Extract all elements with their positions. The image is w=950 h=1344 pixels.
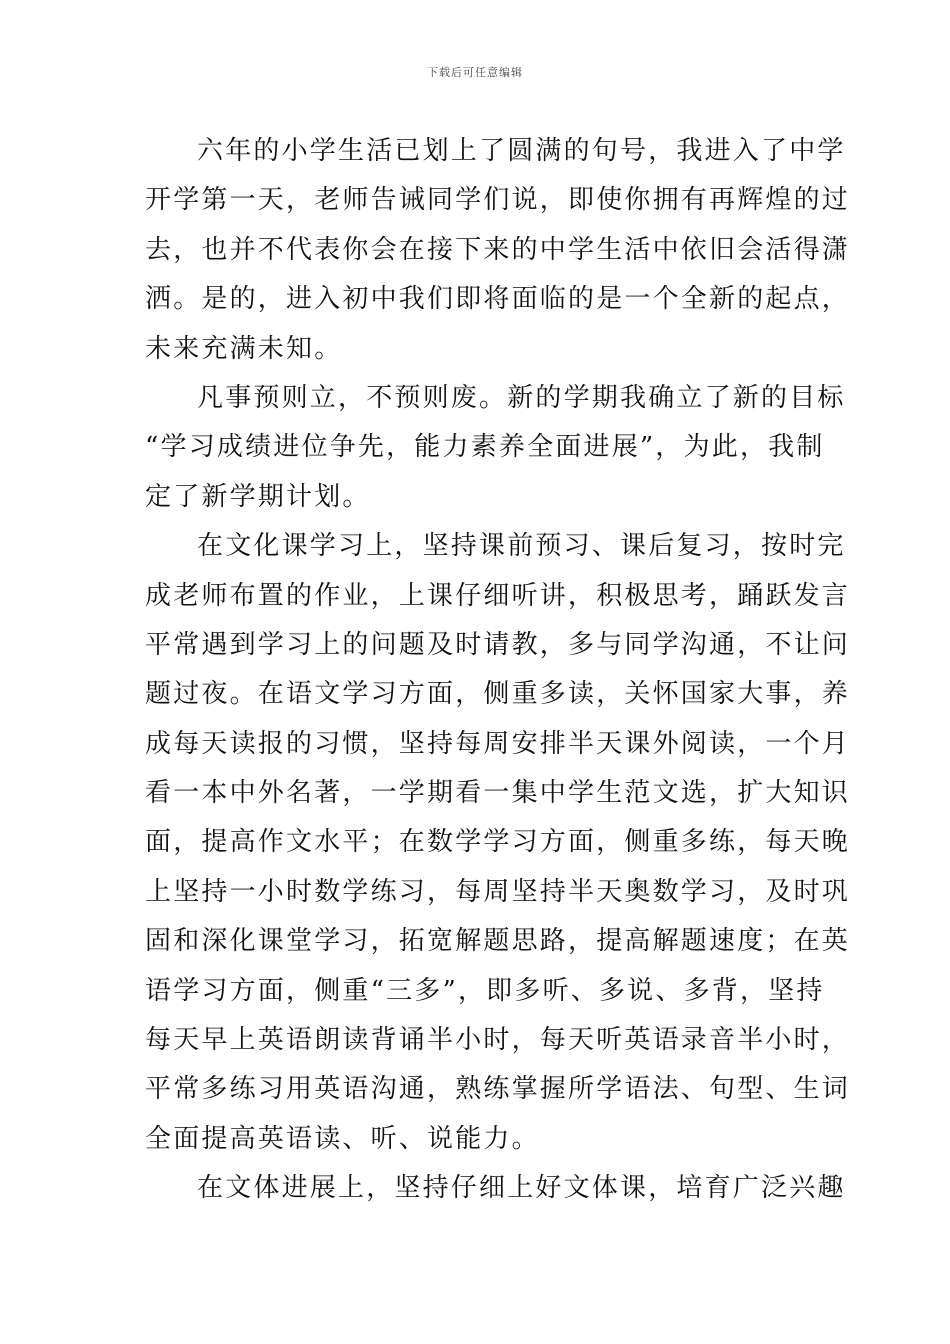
header-note: 下载后可任意编辑: [427, 66, 523, 79]
text-line: 定了新学期计划。: [145, 481, 371, 512]
text-line: 成每天读报的习惯，坚持每周安排半天课外阅读，一个月: [145, 728, 851, 759]
text-line: 在文体进展上，坚持仔细上好文体课，培育广泛兴趣: [197, 1173, 846, 1204]
text-line: 平常遇到学习上的问题及时请教，多与同学沟通，不让问: [145, 629, 851, 660]
text-line: 固和深化课堂学习，拓宽解题思路，提高解题速度；在英: [145, 926, 851, 957]
text-line: 语学习方面，侧重“三多”，即多听、多说、多背，坚持: [145, 975, 825, 1006]
text-line: 未来充满未知。: [145, 333, 343, 364]
text-line: 题过夜。在语文学习方面，侧重多读，关怀国家大事，养: [145, 679, 851, 710]
text-line: 平常多练习用英语沟通，熟练掌握所学语法、句型、生词: [145, 1074, 851, 1105]
text-line: 看一本中外名著，一学期看一集中学生范文选，扩大知识: [145, 778, 851, 809]
text-line: 每天早上英语朗读背诵半小时，每天听英语录音半小时，: [145, 1025, 851, 1056]
text-line: 上坚持一小时数学练习，每周坚持半天奥数学习，及时巩: [145, 876, 851, 907]
text-line: 去，也并不代表你会在接下来的中学生活中依旧会活得潇: [145, 234, 851, 265]
text-line: 洒。是的，进入初中我们即将面临的是一个全新的起点，: [145, 284, 851, 315]
body-text: [145, 127, 851, 1214]
text-line: 开学第一天，老师告诫同学们说，即使你拥有再辉煌的过: [145, 185, 851, 216]
text-line: “学习成绩进位争先，能力素养全面进展”，为此，我制: [145, 432, 825, 463]
text-line: 在文化课学习上，坚持课前预习、课后复习，按时完: [197, 531, 846, 562]
text-line: 面，提高作文水平；在数学学习方面，侧重多练，每天晚: [145, 827, 851, 858]
text-line: 凡事预则立，不预则废。新的学期我确立了新的目标: [197, 382, 846, 413]
text-line: 成老师布置的作业，上课仔细听讲，积极思考，踊跃发言: [145, 580, 851, 611]
text-line: 全面提高英语读、听、说能力。: [145, 1123, 540, 1154]
text-line: 六年的小学生活已划上了圆满的句号，我进入了中学: [197, 136, 846, 166]
